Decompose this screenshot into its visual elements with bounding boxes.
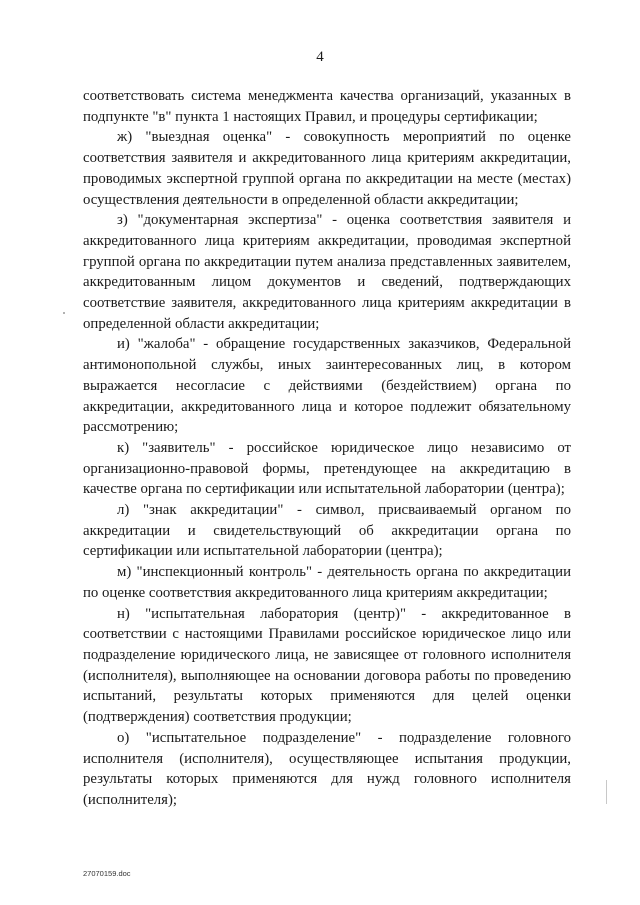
paragraph-definition-k: к) "заявитель" - российское юридическое лицо независимо от организационно-правовой формы, претендующее на аккредитацию в качестве органа по сертификации или испытательной лаборатории (центра); bbox=[83, 439, 571, 498]
footer-file-reference: 27070159.doc bbox=[83, 869, 131, 878]
paragraph-definition-m: м) "инспекционный контроль" - деятельность органа по аккредитации по оценке соответствия аккредитованного лица критериям аккредитации; bbox=[83, 564, 571, 601]
paragraph-definition-z: з) "документарная экспертиза" - оценка соответствия заявителя и аккредитованного лица критериям аккредитации, проводимая экспертной группой органа по аккредитации путем анализа представленных заявителем, аккредитованным лицом документов и сведений, подтверждающих соответствие заявителя, аккредитованного лица критериям аккредитации в определенной области аккредитации; bbox=[83, 212, 571, 332]
paragraph-definition-n: н) "испытательная лаборатория (центр)" - аккредитованное в соответствии с настоящими Правилами российское юридическое лицо или подразделение юридического лица, не зависящее от головного исполнителя (исполнителя), выполняющее на основании договора работы по проведению испытаний, результаты которых применяются для целей оценки (подтверждения) соответствия продукции; bbox=[83, 605, 571, 726]
paragraph-definition-l: л) "знак аккредитации" - символ, присваиваемый органом по аккредитации и свидетельствующий об аккредитации органа по сертификации или испытательной лаборатории (центра); bbox=[83, 502, 571, 560]
paragraph-definition-i: и) "жалоба" - обращение государственных заказчиков, Федеральной антимонопольной службы, иных заинтересованных лиц, в котором выражается несогласие с действиями (бездействием) органа по аккредитации, аккредитованного лица и которое подлежит обязательному рассмотрению; bbox=[83, 336, 571, 436]
scan-edge-mark bbox=[606, 780, 607, 804]
document-body bbox=[83, 86, 571, 811]
scan-speck bbox=[63, 312, 65, 314]
paragraph-definition-o: о) "испытательное подразделение" - подразделение головного исполнителя (исполнителя), осуществляющее испытания продукции, результаты которых применяются для нужд головного исполнителя (исполнителя); bbox=[83, 729, 571, 808]
page-number: 4 bbox=[316, 49, 324, 65]
paragraph-definition-zh: ж) "выездная оценка" - совокупность мероприятий по оценке соответствия заявителя и аккредитованного лица критериям аккредитации, проводимых экспертной группой органа по аккредитации на месте (местах) осуществления деятельности в определенной области аккредитации; bbox=[83, 129, 571, 208]
paragraph-continuation: соответствовать система менеджмента качества организаций, указанных в подпункте "в" пункта 1 настоящих Правил, и процедуры сертификации; bbox=[83, 88, 571, 125]
